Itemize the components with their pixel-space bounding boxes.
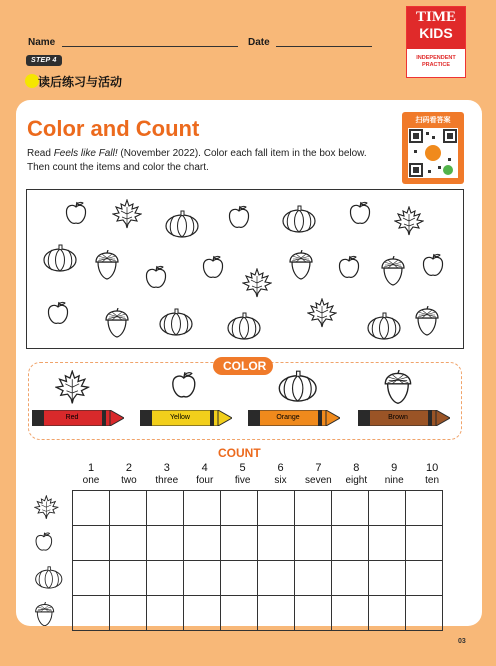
count-cell[interactable] xyxy=(110,561,147,596)
count-cell[interactable] xyxy=(406,526,443,561)
pumpkin-icon xyxy=(277,370,318,407)
count-cell[interactable] xyxy=(110,491,147,526)
count-number: 2 xyxy=(125,462,132,474)
apple-icon xyxy=(337,254,361,285)
leaf-icon xyxy=(55,370,90,410)
crayon-label: Yellow xyxy=(154,413,206,423)
instruction-text-rest: (November 2022). Color each fall item in the box below. Then count the items and color the chart. xyxy=(27,148,367,173)
count-cell[interactable] xyxy=(147,491,184,526)
count-cell[interactable] xyxy=(332,561,369,596)
acorn-icon xyxy=(34,602,55,632)
apple-icon xyxy=(64,200,88,231)
count-cell[interactable] xyxy=(295,491,332,526)
pumpkin-icon xyxy=(226,312,262,345)
count-number: 10 xyxy=(425,462,439,474)
time-for-kids-logo xyxy=(406,6,466,78)
acorn-icon xyxy=(288,250,314,285)
pumpkin-icon xyxy=(281,205,317,238)
count-cell[interactable] xyxy=(369,561,406,596)
instructions xyxy=(27,147,387,175)
count-cell[interactable] xyxy=(258,491,295,526)
leaf-icon xyxy=(242,268,272,303)
count-cell[interactable] xyxy=(73,596,110,631)
pumpkin-icon xyxy=(164,210,200,243)
crayon-red xyxy=(32,410,124,426)
count-cell[interactable] xyxy=(147,526,184,561)
count-word: five xyxy=(234,475,251,486)
count-number: 6 xyxy=(277,462,284,474)
count-cell[interactable] xyxy=(221,526,258,561)
crayon-label: Brown xyxy=(372,413,424,423)
date-label: Date xyxy=(248,37,270,48)
apple-icon xyxy=(46,300,70,331)
count-number: 4 xyxy=(201,462,208,474)
count-cell[interactable] xyxy=(258,561,295,596)
qr-label: 扫码看答案 xyxy=(415,117,451,124)
acorn-icon xyxy=(104,308,130,343)
count-cell[interactable] xyxy=(332,596,369,631)
count-cell[interactable] xyxy=(147,561,184,596)
name-field[interactable] xyxy=(62,46,238,47)
crayon-orange xyxy=(248,410,340,426)
date-field[interactable] xyxy=(276,46,372,47)
count-word: nine xyxy=(384,475,404,486)
count-cell[interactable] xyxy=(221,596,258,631)
count-word: four xyxy=(196,475,214,486)
count-word: ten xyxy=(425,475,440,486)
count-cell[interactable] xyxy=(110,596,147,631)
count-number: 5 xyxy=(239,462,246,474)
acorn-icon xyxy=(380,256,406,291)
pumpkin-icon xyxy=(366,312,402,345)
apple-icon xyxy=(201,254,225,285)
crayon-label: Red xyxy=(46,413,98,423)
count-word: eight xyxy=(345,475,368,486)
acorn-icon xyxy=(414,306,440,341)
leaf-icon xyxy=(307,298,337,333)
pumpkin-icon xyxy=(158,308,194,341)
apple-icon xyxy=(348,200,372,231)
count-heading: COUNT xyxy=(218,446,261,460)
count-chart[interactable] xyxy=(72,490,443,631)
count-word: six xyxy=(274,475,287,486)
acorn-icon xyxy=(94,250,120,285)
count-cell[interactable] xyxy=(73,491,110,526)
count-word: seven xyxy=(305,475,332,486)
count-cell[interactable] xyxy=(221,561,258,596)
count-cell[interactable] xyxy=(258,596,295,631)
count-cell[interactable] xyxy=(184,596,221,631)
count-cell[interactable] xyxy=(221,491,258,526)
count-cell[interactable] xyxy=(369,491,406,526)
crayon-label: Orange xyxy=(262,413,314,423)
apple-icon xyxy=(34,531,54,557)
acorn-icon xyxy=(383,370,413,410)
logo-time-text: TIME xyxy=(415,9,456,25)
apple-icon xyxy=(170,370,198,405)
count-row xyxy=(73,561,443,596)
count-cell[interactable] xyxy=(369,526,406,561)
count-row xyxy=(73,526,443,561)
count-word: two xyxy=(121,475,137,486)
chinese-title: 读后练习与活动 xyxy=(38,75,123,89)
count-cell[interactable] xyxy=(147,596,184,631)
page-number: 03 xyxy=(458,638,466,645)
apple-icon xyxy=(421,252,445,283)
count-word: one xyxy=(82,475,100,486)
count-cell[interactable] xyxy=(73,561,110,596)
count-number: 3 xyxy=(163,462,170,474)
count-cell[interactable] xyxy=(295,596,332,631)
count-cell[interactable] xyxy=(184,491,221,526)
count-cell[interactable] xyxy=(369,596,406,631)
qr-panel xyxy=(402,112,464,184)
count-row xyxy=(73,596,443,631)
qr-code-icon[interactable] xyxy=(408,128,458,178)
count-cell[interactable] xyxy=(332,526,369,561)
yellow-dot-icon xyxy=(25,74,39,88)
count-number: 9 xyxy=(391,462,398,474)
step-badge: STEP 4 xyxy=(26,55,62,66)
count-cell[interactable] xyxy=(184,526,221,561)
count-cell[interactable] xyxy=(184,561,221,596)
count-cell[interactable] xyxy=(406,596,443,631)
leaf-icon xyxy=(112,199,142,234)
instruction-text: Read xyxy=(27,148,54,159)
count-cell[interactable] xyxy=(406,561,443,596)
crayon-brown xyxy=(358,410,450,426)
count-number: 8 xyxy=(353,462,360,474)
count-cell[interactable] xyxy=(110,526,147,561)
count-number: 1 xyxy=(87,462,95,474)
page-title: Color and Count xyxy=(27,116,200,141)
name-label: Name xyxy=(28,37,56,48)
leaf-icon xyxy=(394,206,424,241)
pumpkin-icon xyxy=(34,566,64,594)
count-cell[interactable] xyxy=(73,526,110,561)
count-row xyxy=(73,491,443,526)
color-heading: COLOR xyxy=(213,357,273,375)
count-number: 7 xyxy=(315,462,322,474)
logo-subtitle: INDEPENDENT PRACTICE xyxy=(416,55,456,68)
instruction-article-title: Feels like Fall! xyxy=(53,148,118,159)
count-word: three xyxy=(155,475,179,486)
leaf-icon xyxy=(34,495,59,525)
count-cell[interactable] xyxy=(295,561,332,596)
apple-icon xyxy=(144,264,168,295)
logo-kids-text: KIDS xyxy=(419,25,453,41)
pumpkin-icon xyxy=(42,244,78,277)
count-cell[interactable] xyxy=(295,526,332,561)
count-cell[interactable] xyxy=(406,491,443,526)
apple-icon xyxy=(227,204,251,235)
crayon-yellow xyxy=(140,410,232,426)
count-cell[interactable] xyxy=(332,491,369,526)
count-cell[interactable] xyxy=(258,526,295,561)
